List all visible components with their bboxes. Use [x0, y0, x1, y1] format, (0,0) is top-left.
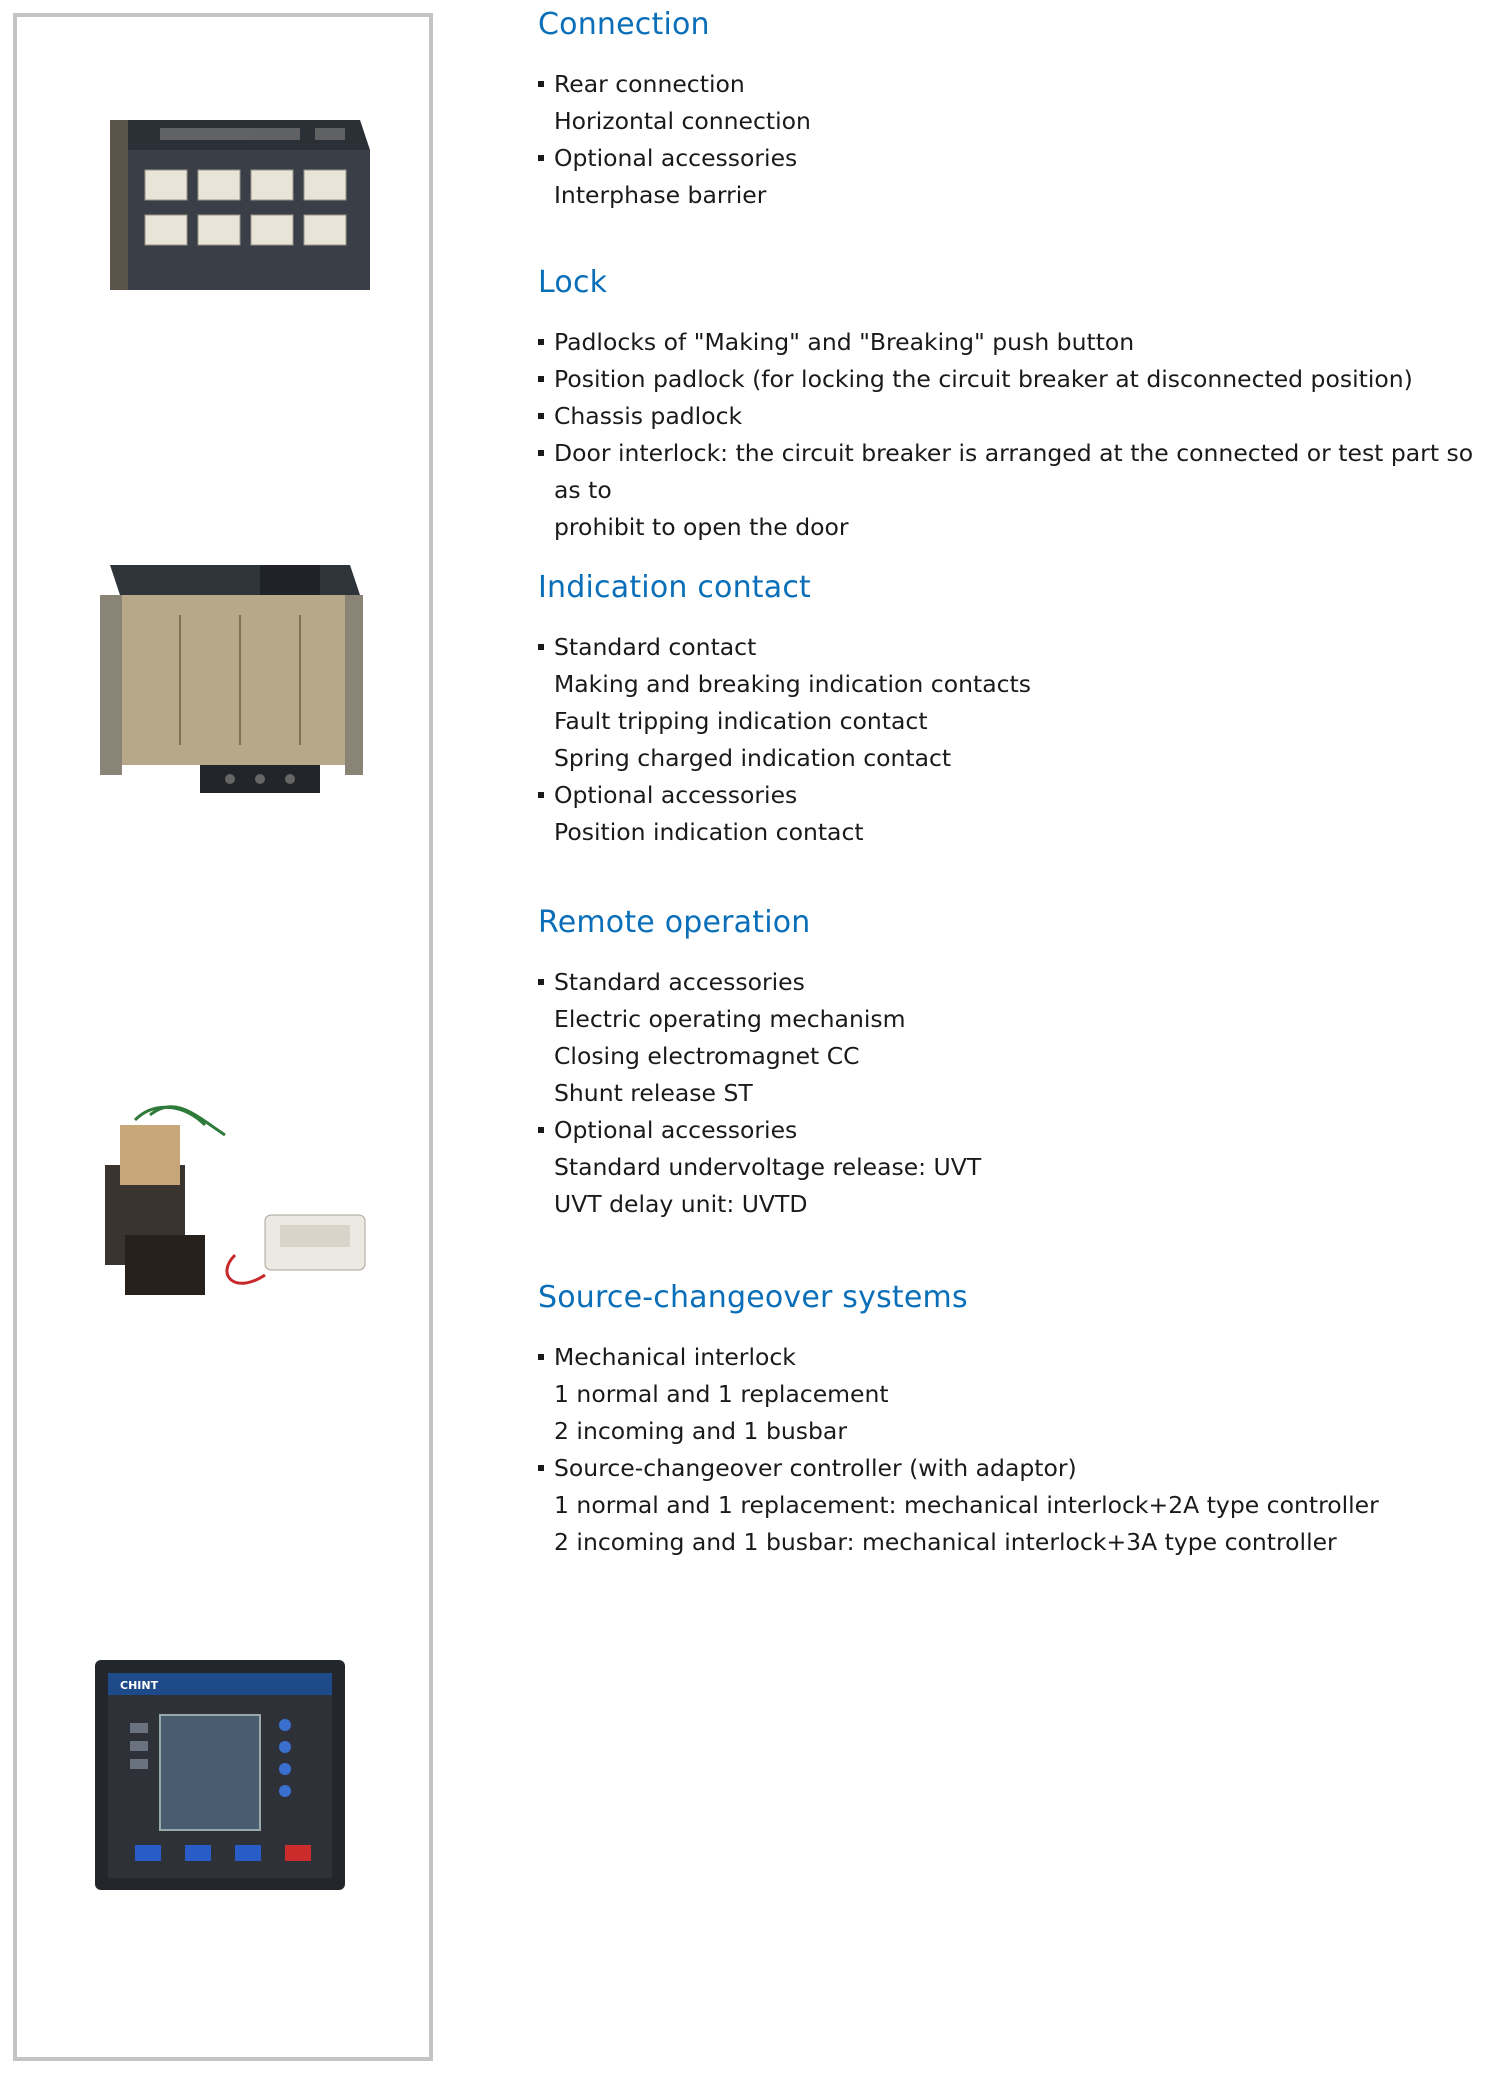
- bullet-item: Standard contact: [538, 629, 1498, 666]
- section-item-list: [538, 629, 1498, 851]
- section-connection: [538, 0, 1498, 214]
- sub-item: Interphase barrier: [554, 181, 767, 209]
- sub-item: 2 incoming and 1 busbar: [554, 1417, 847, 1445]
- section-title: Lock: [538, 265, 608, 300]
- sub-item: 1 normal and 1 replacement: [554, 1380, 889, 1408]
- sub-item: Making and breaking indication contacts: [554, 670, 1031, 698]
- bullet-item: Position padlock (for locking the circuit breaker at disconnected position): [538, 361, 1498, 398]
- controller-brand-label: CHINT: [120, 1679, 159, 1692]
- sub-item: Shunt release ST: [554, 1079, 753, 1107]
- section-indication-contact: [538, 563, 1498, 851]
- section-item-list: [538, 964, 1498, 1223]
- section-remote-operation: [538, 898, 1498, 1223]
- sub-item: Position indication contact: [554, 818, 864, 846]
- section-title: Connection: [538, 7, 710, 42]
- sub-item: UVT delay unit: UVTD: [554, 1190, 808, 1218]
- sub-item: prohibit to open the door: [554, 513, 849, 541]
- section-item-list: [538, 1339, 1498, 1561]
- sub-item: Standard undervoltage release: UVT: [554, 1153, 982, 1181]
- sub-item: Fault tripping indication contact: [554, 707, 928, 735]
- bullet-item: Optional accessories: [538, 1112, 1498, 1149]
- bullet-item: Padlocks of "Making" and "Breaking" push button: [538, 324, 1498, 361]
- remote-operation-image: [95, 1095, 385, 1305]
- bullet-item: Door interlock: the circuit breaker is arranged at the connected or test part so as to: [538, 435, 1498, 509]
- section-title: Source-changeover systems: [538, 1280, 968, 1315]
- sub-item: 2 incoming and 1 busbar: mechanical interlock+3A type controller: [554, 1528, 1337, 1556]
- circuit-breaker-image: [100, 110, 380, 300]
- section-lock: [538, 258, 1498, 546]
- section-source-changeover-systems: [538, 1273, 1498, 1561]
- section-title: Remote operation: [538, 905, 811, 940]
- section-item-list: [538, 66, 1498, 214]
- bullet-item: Rear connection: [538, 66, 1498, 103]
- sub-item: Horizontal connection: [554, 107, 811, 135]
- sub-item: 1 normal and 1 replacement: mechanical interlock+2A type controller: [554, 1491, 1379, 1519]
- sub-item: Spring charged indication contact: [554, 744, 952, 772]
- bullet-item: Mechanical interlock: [538, 1339, 1498, 1376]
- controller-image: [90, 1655, 350, 1895]
- bullet-item: Source-changeover controller (with adaptor): [538, 1450, 1498, 1487]
- sub-item: Closing electromagnet CC: [554, 1042, 860, 1070]
- sub-item: Electric operating mechanism: [554, 1005, 906, 1033]
- chassis-image: [90, 555, 370, 805]
- bullet-item: Chassis padlock: [538, 398, 1498, 435]
- bullet-item: Standard accessories: [538, 964, 1498, 1001]
- bullet-item: Optional accessories: [538, 140, 1498, 177]
- section-title: Indication contact: [538, 570, 811, 605]
- section-item-list: [538, 324, 1498, 546]
- bullet-item: Optional accessories: [538, 777, 1498, 814]
